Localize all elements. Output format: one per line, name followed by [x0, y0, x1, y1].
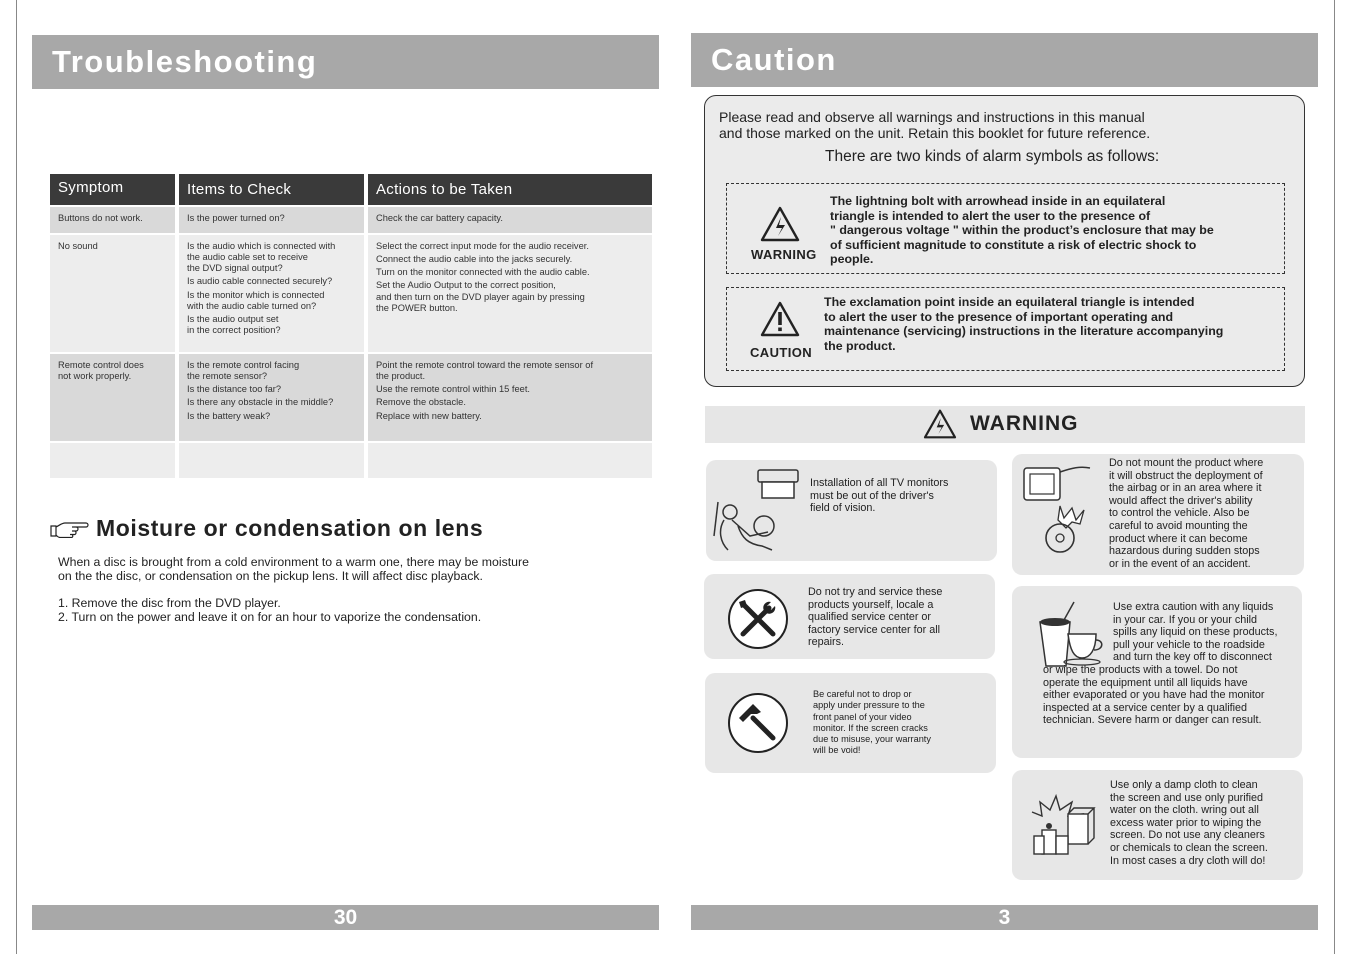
action-cell: Point the remote control toward the remote sensor of the product. Use the remote control within 15 feet. Remove the obstacle. Replace with new battery. [368, 354, 652, 441]
check-cell [179, 443, 364, 478]
service-card [704, 574, 995, 659]
caution-intro-box [704, 95, 1305, 387]
warning-symbol-box [726, 183, 1285, 274]
left-page-border [16, 0, 17, 954]
caution-symbol-box [726, 287, 1285, 371]
caution-label: CAUTION [750, 345, 813, 360]
warning-label: WARNING [751, 247, 817, 262]
action-cell [368, 443, 652, 478]
liquid-card [1012, 586, 1302, 758]
alarm-heading: There are two kinds of alarm symbols as follows: [825, 148, 1160, 165]
table-row [50, 235, 652, 352]
pressure-card [705, 673, 996, 773]
tools-icon [727, 588, 789, 650]
moisture-paragraph: When a disc is brought from a cold environment to a warm one, there may be moisture on the the disc, or condensation on the pickup lens. It will affect disc playback. [58, 555, 529, 583]
check-cell: Is the audio which is connected with the audio cable set to receive the DVD signal output? Is audio cable connected securely? Is the monitor which is connected with the audio cable turned on? Is the audio output set in the correct position? [179, 235, 364, 352]
hammer-icon [727, 692, 789, 754]
action-cell: Select the correct input mode for the audio receiver. Connect the audio cable into the jacks securely. Turn on the monitor connected with the audio cable. Set the Audio Output to the correct position, and then turn on the DVD player again by pressing the POWER button. [368, 235, 652, 352]
driver-monitor-icon [712, 466, 802, 554]
lightning-triangle-icon [923, 409, 957, 439]
action-cell: Check the car battery capacity. [368, 207, 652, 233]
liquid-card-text-top: Use extra caution with any liquids in your car. If you or your child spills any liquid on these products, pull your vehicle to the roadside and turn the key off to disconnect [1113, 601, 1278, 664]
column-header-items-to-check: Items to Check [179, 174, 364, 205]
pointing-hand-icon [50, 520, 90, 538]
check-cell: Is the power turned on? [179, 207, 364, 233]
lightning-triangle-icon [760, 206, 800, 242]
symptom-cell: Buttons do not work. [50, 207, 175, 233]
intro-text: Please read and observe all warnings and instructions in this manual and those marked on the unit. Retain this booklet for future reference. [719, 109, 1151, 141]
table-header-row [50, 174, 652, 205]
caution-header: Caution [691, 33, 1318, 87]
check-cell: Is the remote control facing the remote sensor? Is the distance too far? Is there any obstacle in the middle? Is the battery weak? [179, 354, 364, 441]
troubleshooting-table [50, 174, 652, 478]
warning-banner-text: WARNING [970, 412, 1079, 435]
cleaning-chemicals-icon [1028, 792, 1098, 862]
table-row [50, 354, 652, 441]
airbag-card [1012, 454, 1304, 575]
symptom-cell: No sound [50, 235, 175, 352]
left-page-number: 30 [32, 905, 659, 930]
liquid-card-text-bottom: or wipe the products with a towel. Do not operate the equipment until all liquids have either evaporated or you have had the monitor inspected at a service center by a qualified technician. Severe harm or danger can result. [1043, 664, 1265, 727]
service-card-text: Do not try and service these products yourself, locale a qualified service center or factory service center for all repairs. [808, 586, 943, 649]
right-page-border [1334, 0, 1335, 954]
table-row [50, 207, 652, 233]
moisture-section-title [50, 515, 483, 542]
table-row-empty [50, 443, 652, 478]
monitor-placement-card [706, 460, 997, 561]
symptom-cell [50, 443, 175, 478]
airbag-card-text: Do not mount the product where it will obstruct the deployment of the airbag or in an area where it would affect the driver's ability to control the vehicle. Also be careful to avoid mounting the product where it can become hazardous during sudden stops or in the event of an accident. [1109, 457, 1264, 570]
column-header-symptom: Symptom [50, 174, 175, 205]
warning-banner [705, 406, 1305, 443]
column-header-actions: Actions to be Taken [368, 174, 652, 205]
airbag-steering-icon [1020, 462, 1098, 557]
moisture-steps: 1. Remove the disc from the DVD player. 2. Turn on the power and leave it on for an hour to vaporize the condensation. [58, 596, 482, 624]
troubleshooting-header: Troubleshooting [32, 35, 659, 89]
exclamation-triangle-icon [760, 301, 800, 337]
pressure-card-text: Be careful not to drop or apply under pressure to the front panel of your video monitor. If the screen cracks due to misuse, your warranty will be void! [813, 689, 931, 756]
drinks-icon [1034, 598, 1106, 668]
monitor-card-text: Installation of all TV monitors must be out of the driver's field of vision. [810, 477, 949, 515]
caution-description: The exclamation point inside an equilateral triangle is intended to alert the user to the presence of important operating and maintenance (servicing) instructions in the literature accompanying the product. [824, 295, 1224, 353]
warning-description: The lightning bolt with arrowhead inside in an equilateral triangle is intended to alert the user to the presence of " dangerous voltage " within the product’s enclosure that may be of sufficient magnitude to constitute a risk of electric shock to people. [830, 194, 1214, 266]
moisture-title-text: Moisture or condensation on lens [96, 515, 484, 541]
symptom-cell: Remote control does not work properly. [50, 354, 175, 441]
cleaning-card-text: Use only a damp cloth to clean the screen and use only purified water on the cloth. wring out all excess water prior to wiping the screen. Do not use any cleaners or chemicals to clean the screen. In most cases a dry cloth will do! [1110, 779, 1268, 867]
right-page-number: 3 [691, 905, 1318, 930]
cleaning-card [1012, 770, 1303, 880]
